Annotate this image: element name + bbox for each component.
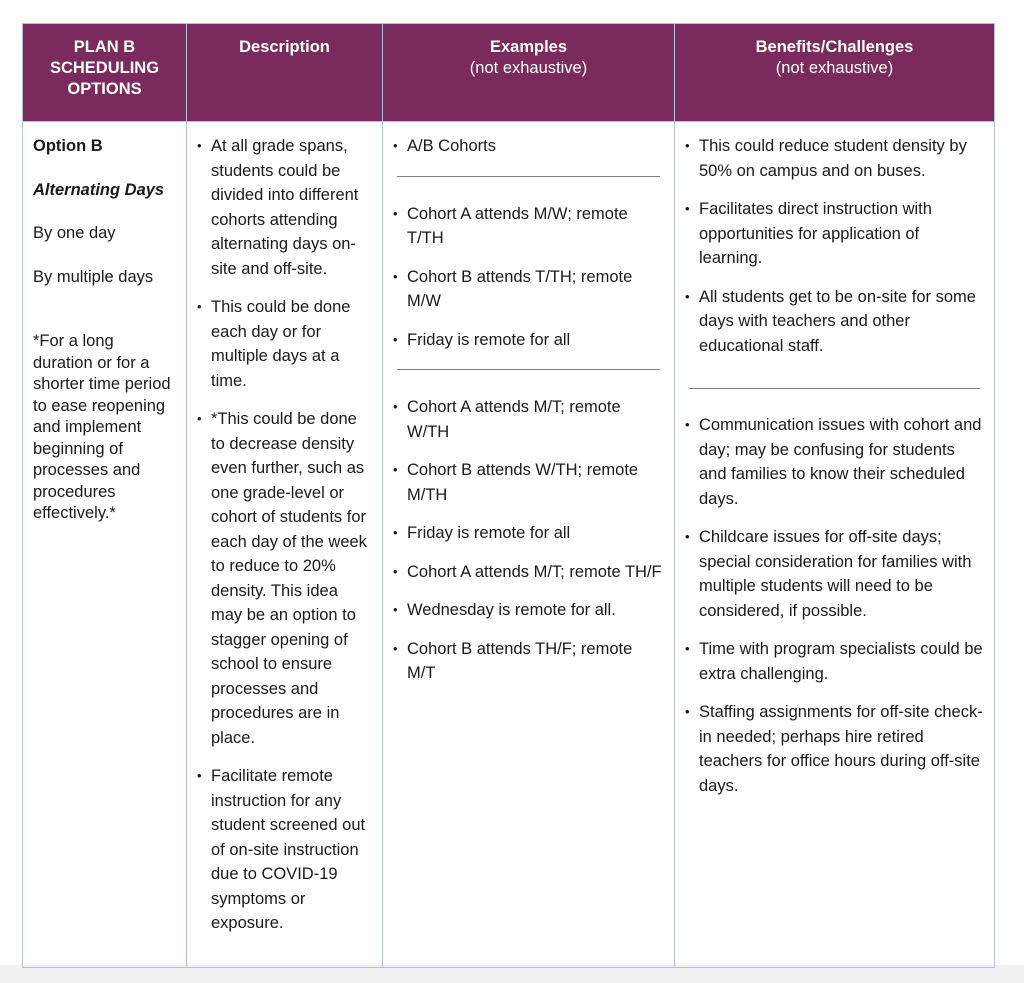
list-item: • At all grade spans, students could be divided into different cohorts attending alternating days on-site and off-site. xyxy=(197,134,372,281)
list-item: • Time with program specialists could be extra challenging. xyxy=(685,637,984,686)
option-line-one-day: By one day xyxy=(33,224,116,242)
examples-group-3 xyxy=(393,395,664,686)
header-benefits-challenges: Benefits/Challenges (not exhaustive) xyxy=(675,24,995,122)
examples-cell xyxy=(383,122,675,968)
option-line-multiple-days: By multiple days xyxy=(33,267,154,286)
list-item: • Cohort A attends M/T; remote TH/F xyxy=(393,560,664,585)
list-item: • Cohort A attends M/T; remote W/TH xyxy=(393,395,664,444)
option-row xyxy=(23,122,995,968)
description-list xyxy=(197,134,372,936)
header-row xyxy=(23,24,995,122)
header-scheduling-options: PLAN B SCHEDULING OPTIONS xyxy=(23,24,187,122)
list-item: • Facilitate remote instruction for any student screened out of on-site instruction due to COVID-19 symptoms or exposure. xyxy=(197,764,372,936)
list-item: • A/B Cohorts xyxy=(393,134,664,159)
option-note: *For a long duration or for a shorter time period to ease reopening and implement beginning of processes and procedures effectively.* xyxy=(33,332,171,522)
description-cell xyxy=(187,122,383,968)
examples-group-2 xyxy=(393,202,664,353)
list-item: • Cohort B attends T/TH; remote M/W xyxy=(393,265,664,314)
separator xyxy=(689,388,980,389)
list-item: • Wednesday is remote for all. xyxy=(393,598,664,623)
examples-group-1 xyxy=(393,134,664,159)
list-item: • Cohort B attends TH/F; remote M/T xyxy=(393,637,664,686)
list-item: • Childcare issues for off-site days; special consideration for families with multiple students will need to be considered, if possible. xyxy=(685,525,984,623)
list-item: • Friday is remote for all xyxy=(393,521,664,546)
option-cell xyxy=(23,122,187,968)
list-item: • Staffing assignments for off-site check-in needed; perhaps hire retired teachers for office hours during off-site days. xyxy=(685,700,984,798)
benefits-list xyxy=(685,134,984,358)
challenges-list xyxy=(685,413,984,798)
list-item: • Facilitates direct instruction with opportunities for application of learning. xyxy=(685,197,984,271)
list-item: • Cohort A attends M/W; remote T/TH xyxy=(393,202,664,251)
header-examples: Examples (not exhaustive) xyxy=(383,24,675,122)
option-title: Option B xyxy=(33,137,103,155)
plan-b-table xyxy=(22,23,995,968)
list-item: • Communication issues with cohort and day; may be confusing for students and families to know their scheduled days. xyxy=(685,413,984,511)
separator xyxy=(397,369,660,370)
list-item: • Cohort B attends W/TH; remote M/TH xyxy=(393,458,664,507)
list-item: • Friday is remote for all xyxy=(393,328,664,353)
list-item: • All students get to be on-site for some days with teachers and other educational staff. xyxy=(685,285,984,359)
list-item: • *This could be done to decrease density even further, such as one grade-level or cohort of students for each day of the week to reduce to 20% density. This idea may be an option to stagger opening of school to ensure processes and procedures are in place. xyxy=(197,407,372,750)
benefits-challenges-cell xyxy=(675,122,995,968)
list-item: • This could reduce student density by 50% on campus and on buses. xyxy=(685,134,984,183)
list-item: • This could be done each day or for multiple days at a time. xyxy=(197,295,372,393)
header-description: Description xyxy=(187,24,383,122)
option-name: Alternating Days xyxy=(33,180,165,199)
separator xyxy=(397,176,660,177)
